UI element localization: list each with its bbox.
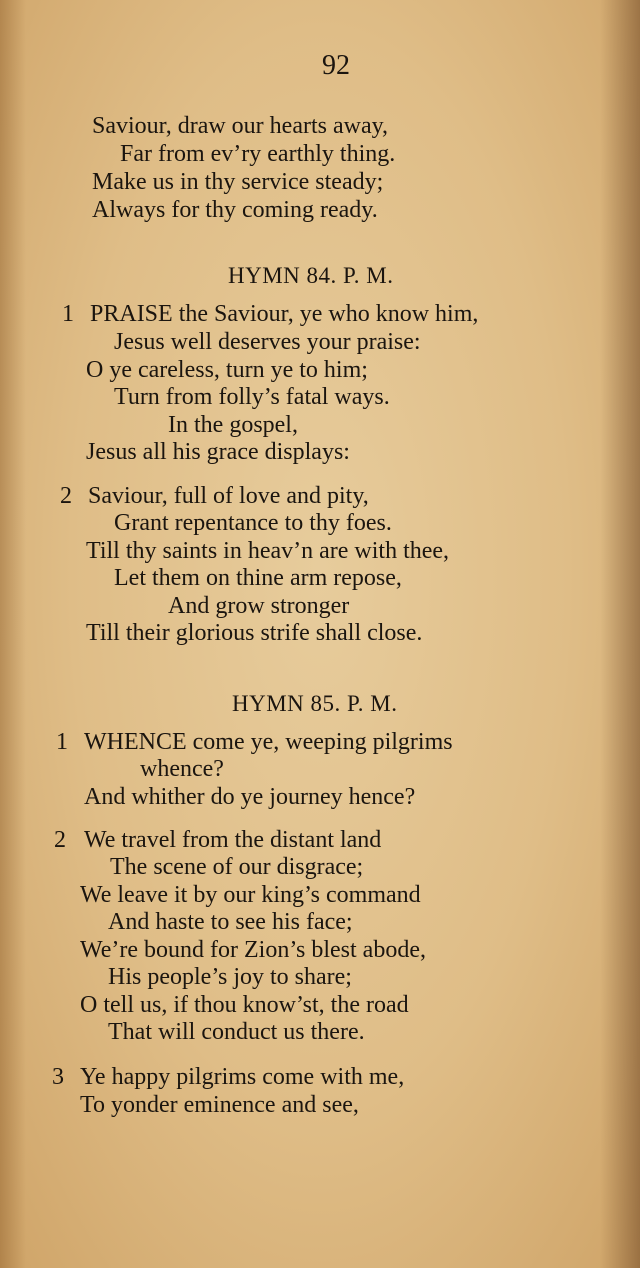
hymn-line: Till thy saints in heav’n are with thee,	[86, 538, 450, 564]
hymn-line: Turn from folly’s fatal ways.	[114, 384, 390, 410]
hymn-line: Till their glorious strife shall close.	[86, 620, 423, 646]
hymn-heading: HYMN 84. P. M.	[228, 263, 394, 288]
hymn-line: That will conduct us there.	[108, 1019, 365, 1045]
hymn-line: whence?	[140, 756, 224, 782]
verse-number: 1	[56, 729, 68, 755]
hymn-line: Make us in thy service steady;	[92, 169, 384, 195]
hymn-line: And grow stronger	[168, 593, 350, 619]
hymn-line: We leave it by our king’s command	[80, 882, 421, 908]
hymn-heading: HYMN 85. P. M.	[232, 691, 398, 716]
hymn-line: Always for thy coming ready.	[92, 197, 378, 223]
hymn-line: Saviour, full of love and pity,	[88, 483, 369, 509]
hymn-line: His people’s joy to share;	[108, 964, 352, 990]
verse-number: 2	[54, 827, 66, 853]
hymn-line: To yonder eminence and see,	[80, 1092, 359, 1118]
hymn-line: We travel from the distant land	[84, 827, 382, 853]
hymn-line: And haste to see his face;	[108, 909, 353, 935]
hymn-line: Ye happy pilgrims come with me,	[80, 1064, 405, 1090]
hymn-line: In the gospel,	[168, 412, 298, 438]
hymn-line: Jesus well deserves your praise:	[114, 329, 421, 355]
hymn-line: The scene of our disgrace;	[110, 854, 364, 880]
hymn-line: O tell us, if thou know’st, the road	[80, 992, 409, 1018]
page-number: 92	[322, 50, 350, 81]
hymn-line: Far from ev’ry earthly thing.	[120, 141, 396, 167]
hymn-line: Let them on thine arm repose,	[114, 565, 402, 591]
hymn-line: Jesus all his grace displays:	[86, 439, 350, 465]
hymn-line: We’re bound for Zion’s blest abode,	[80, 937, 426, 963]
verse-number: 3	[52, 1064, 64, 1090]
hymn-line: O ye careless, turn ye to him;	[86, 357, 368, 383]
hymn-line: Saviour, draw our hearts away,	[92, 113, 389, 139]
hymn-line: And whither do ye journey hence?	[84, 784, 416, 810]
verse-number: 1	[62, 301, 74, 327]
verse-number: 2	[60, 483, 72, 509]
hymn-line: Grant repentance to thy foes.	[114, 510, 392, 536]
hymn-line: WHENCE come ye, weeping pilgrims	[84, 729, 453, 755]
hymn-line: PRAISE the Saviour, ye who know him,	[90, 301, 479, 327]
